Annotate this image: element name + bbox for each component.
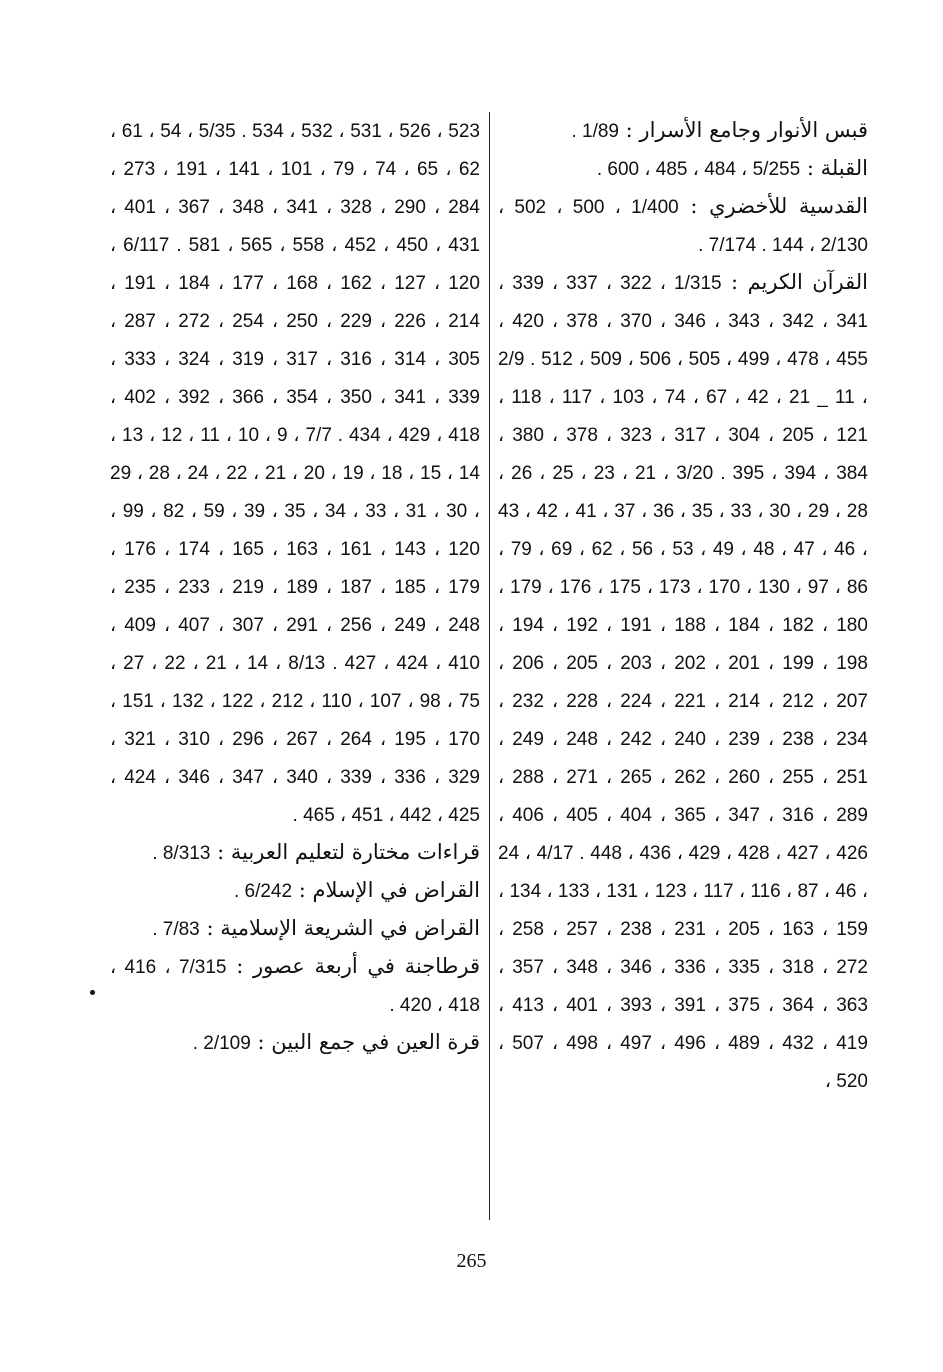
index-entry [110, 948, 480, 1024]
entry-references: 5/255 ، 484 ، 485 ، 600 . [596, 159, 801, 180]
entry-references: 7/315 ، 416 ، 418 ، 420 . [110, 957, 480, 1016]
index-entry [110, 910, 480, 948]
index-entry [110, 834, 480, 872]
entry-heading: القدسية للأخضري : [690, 194, 868, 218]
index-entry [110, 1024, 480, 1062]
index-entry [498, 264, 868, 1100]
page-number: 265 [456, 1250, 487, 1272]
entry-heading: القرآن الكريم : [731, 270, 868, 294]
entry-references: 1/315 ، 322 ، 337 ، 339 ، 341 ، 342 ، 343 ، 346 ، 370 ، 378 ، 420 ، 455 ، 478 ، 499 ، 505 ، 506 ، 509 ، 512 . 2/9 ، 11 _ 21 ، 42 ، 67 ، 74 ، 103 ، 117 ، 118 ، 121 ، 205 ، 304 ، 317 ، 323 ، 378 ، 380 ، 384 ، 394 ، 395 . 3/20 ، 21 ، 23 ، 25 ، 26 ، 28 ، 29 ، 30 ، 33 ، 35 ، 36 ، 37 ، 41 ، 42 ، 43 ، 46 ، 47 ، 48 ، 49 ، 53 ، 56 ، 62 ، 69 ، 79 ، 86 ، 97 ، 130 ، 170 ، 173 ، 175 ، 176 ، 179 ، 180 ، 182 ، 184 ، 188 ، 191 ، 192 ، 194 ، 198 ، 199 ، 201 ، 202 ، 203 ، 205 ، 206 ، 207 ، 212 ، 214 ، 221 ، 224 ، 228 ، 232 ، 234 ، 238 ، 239 ، 240 ، 242 ، 248 ، 249 ، 251 ، 255 ، 260 ، 262 ، 265 ، 271 ، 288 ، 289 ، 316 ، 347 ، 365 ، 404 ، 405 ، 406 ، 426 ، 427 ، 428 ، 429 ، 436 ، 448 . 4/17 ، 24 ، 46 ، 87 ، 116 ، 117 ، 123 ، 131 ، 133 ، 134 ، 159 ، 163 ، 205 ، 231 ، 238 ، 257 ، 258 ، 272 ، 318 ، 335 ، 336 ، 346 ، 348 ، 357 ، 363 ، 364 ، 375 ، 391 ، 393 ، 401 ، 413 ، 419 ، 432 ، 489 ، 496 ، 497 ، 498 ، 507 ، 520 ، [498, 273, 868, 1092]
entry-references: 6/242 . [233, 881, 293, 902]
entry-heading: القبلة : [806, 156, 868, 180]
index-column-right [498, 112, 868, 1100]
index-entry [498, 150, 868, 188]
column-divider [489, 112, 490, 1220]
entry-references: 8/313 . [152, 843, 211, 864]
index-entry [110, 872, 480, 910]
entry-heading: قبس الأنوار وجامع الأسرار : [625, 118, 868, 142]
entry-heading: القراض في الإسلام : [298, 878, 480, 902]
entry-references: 523 ، 526 ، 531 ، 532 ، 534 . 5/35 ، 54 ، 61 ، 62 ، 65 ، 74 ، 79 ، 101 ، 141 ، 191 ، 273 ، 284 ، 290 ، 328 ، 341 ، 348 ، 367 ، 401 ، 431 ، 450 ، 452 ، 558 ، 565 ، 581 . 6/117 ، 120 ، 127 ، 162 ، 168 ، 177 ، 184 ، 191 ، 214 ، 226 ، 229 ، 250 ، 254 ، 272 ، 287 ، 305 ، 314 ، 316 ، 317 ، 319 ، 324 ، 333 ، 339 ، 341 ، 350 ، 354 ، 366 ، 392 ، 402 ، 418 ، 429 ، 434 . 7/7 ، 9 ، 10 ، 11 ، 12 ، 13 ، 14 ، 15 ، 18 ، 19 ، 20 ، 21 ، 22 ، 24 ، 28 ، 29 ، 30 ، 31 ، 33 ، 34 ، 35 ، 39 ، 59 ، 82 ، 99 ، 120 ، 143 ، 161 ، 163 ، 165 ، 174 ، 176 ، 179 ، 185 ، 187 ، 189 ، 219 ، 233 ، 235 ، 248 ، 249 ، 256 ، 291 ، 307 ، 407 ، 409 ، 410 ، 424 ، 427 . 8/13 ، 14 ، 21 ، 22 ، 27 ، 75 ، 98 ، 107 ، 110 ، 212 ، 122 ، 132 ، 151 ، 170 ، 195 ، 264 ، 267 ، 296 ، 310 ، 321 ، 329 ، 336 ، 339 ، 340 ، 347 ، 346 ، 424 ، 425 ، 442 ، 451 ، 465 . [110, 121, 480, 826]
index-column-left [110, 112, 480, 1062]
entry-references: 2/109 . [192, 1033, 251, 1054]
entry-heading: قرة العين في جمع البين : [257, 1030, 480, 1054]
entry-references: 1/89 . [571, 121, 619, 142]
entry-heading: القراض في الشريعة الإسلامية : [206, 916, 480, 940]
entry-references: 1/400 ، 500 ، 502 ، 2/130 ، 144 . 7/174 . [498, 197, 868, 256]
entry-heading: قرطاجنة في أربعة عصور : [236, 954, 480, 978]
entry-references: 7/83 . [152, 919, 200, 940]
index-entry [498, 188, 868, 264]
entry-heading: قراءات مختارة لتعليم العربية : [217, 840, 480, 864]
stray-mark [90, 990, 95, 995]
index-entry-continued [110, 112, 480, 834]
index-entry [498, 112, 868, 150]
